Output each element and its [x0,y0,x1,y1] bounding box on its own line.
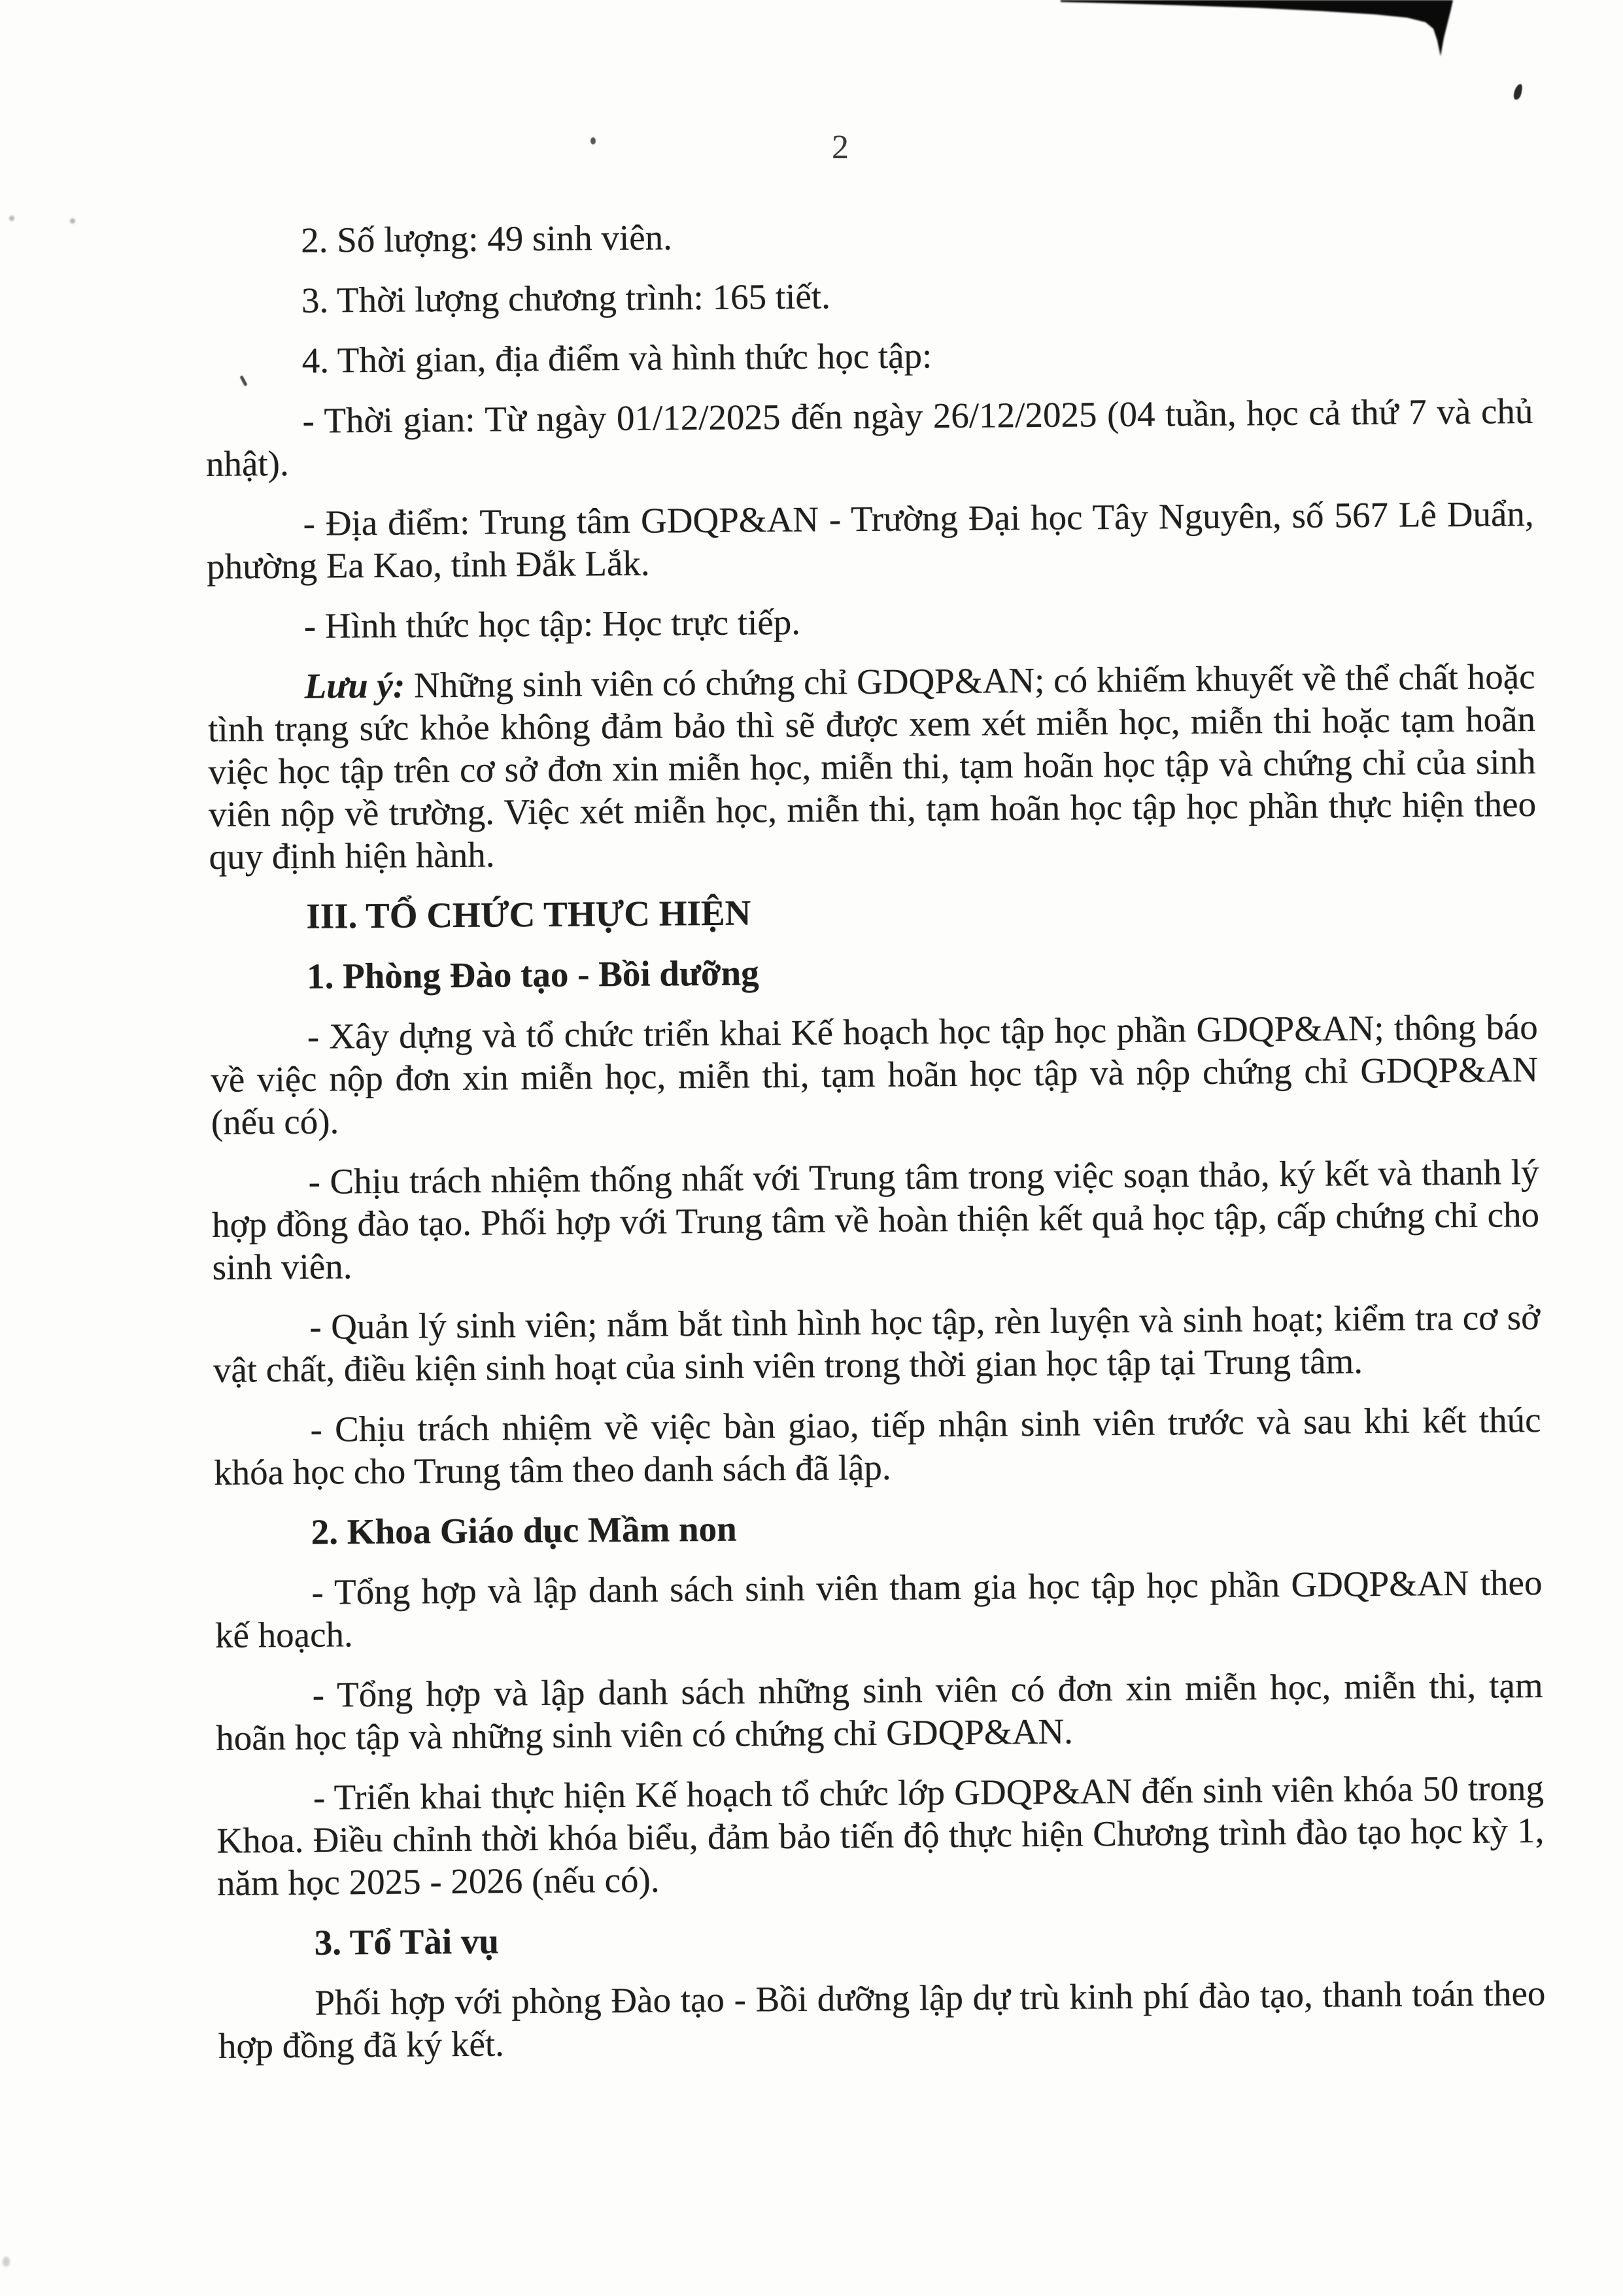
item-chiu-trach-nhiem-ban-giao: - Chịu trách nhiệm về việc bàn giao, tiếp nhận sinh viên trước và sau khi kết thúc khóa học cho Trung tâm theo danh sách đã lập. [213,1400,1541,1493]
item-tong-hop-danh-sach: - Tổng hợp và lập danh sách sinh viên tham gia học tập học phần GDQP&AN theo kế hoạch. [214,1562,1543,1655]
heading-to-tai-vu: 3. Tổ Tài vụ [314,1921,500,1963]
item-phoi-hop: Phối hợp với phòng Đào tạo - Bồi dưỡng lập dự trù kinh phí đào tạo, thanh toán theo hợp đồng đã ký kết. [218,1972,1546,2066]
item-quan-ly-sinh-vien: - Quản lý sinh viên; nắm bắt tình hình học tập, rèn luyện và sinh hoạt; kiểm tra cơ sở vật chất, điều kiện sinh hoạt của sinh viên trong thời gian học tập tại Trung tâm. [213,1297,1541,1390]
note-luu-y-text: Những sinh viên có chứng chỉ GDQP&AN; có khiếm khuyết về thể chất hoặc tình trạng sức khỏe không đảm bảo thì sẽ được xem xét miễn học, miễn thi hoặc tạm hoãn việc học tập trên cơ sở đơn xin miễn học, miễn thi, tạm hoãn học tập và chứng chỉ của sinh viên nộp về trường. Việc xét miễn học, miễn thi, tạm hoãn học tập học phần thực hiện theo quy định hiện hành. [207,656,1537,877]
note-luu-y-label: Lưu ý: [304,665,405,706]
ink-speck [70,218,75,224]
heading-khoa-giao-duc-mam-non: 2. Khoa Giáo dục Mầm non [311,1508,737,1552]
ink-speck [590,137,596,144]
scanner-streak-shape [1061,0,1453,62]
item-dia-diem: - Địa điểm: Trung tâm GDQP&AN - Trường Đại học Tây Nguyên, số 567 Lê Duẩn, phường Ea Kao, tỉnh Đắk Lắk. [206,494,1534,586]
item-thoi-luong: 3. Thời lượng chương trình: 165 tiết. [301,276,831,320]
scanner-streak-artifact [1061,0,1453,62]
item-chiu-trach-nhiem-thong-nhat: - Chịu trách nhiệm thống nhất với Trung tâm trong việc soạn thảo, ký kết và thanh lý hợp đồng đào tạo. Phối hợp với Trung tâm về hoàn thiện kết quả học tập, cấp chứng chỉ cho sinh viên. [211,1152,1540,1287]
heading-to-chuc-thuc-hien: III. TỔ CHỨC THỰC HIỆN [306,892,751,936]
heading-phong-dao-tao: 1. Phòng Đào tạo - Bồi dưỡng [306,953,759,996]
page-number: 2 [832,129,849,166]
document-body [204,209,1546,2085]
item-tong-hop-mien-hoc: - Tổng hợp và lập danh sách những sinh viên có đơn xin miễn học, miễn thi, tạm hoãn học tập và những sinh viên có chứng chỉ GDQP&AN. [216,1664,1543,1758]
ink-speck [3,2257,10,2267]
ink-speck [9,216,14,221]
item-thoi-gian-dia-diem: 4. Thời gian, địa điểm và hình thức học tập: [301,335,932,380]
note-luu-y [207,655,1536,878]
item-trien-khai: - Triển khai thực hiện Kế hoạch tổ chức lớp GDQP&AN đến sinh viên khóa 50 trong Khoa. Điều chỉnh thời khóa biểu, đảm bảo tiến độ thực hiện Chương trình đào tạo học kỳ 1, năm học 2025 - 2026 (nếu có). [216,1767,1545,1903]
item-xay-dung: - Xây dựng và tổ chức triển khai Kế hoạch học tập học phần GDQP&AN; thông báo về việc nộp đơn xin miễn học, miễn thi, tạm hoãn học tập và nộp chứng chỉ GDQP&AN (nếu có). [211,1007,1539,1142]
item-so-luong: 2. Số lượng: 49 sinh viên. [301,217,673,260]
item-hinh-thuc: - Hình thức học tập: Học trực tiếp. [303,601,801,646]
ink-speck [1512,83,1524,101]
item-thoi-gian: - Thời gian: Từ ngày 01/12/2025 đến ngày 26/12/2025 (04 tuần, học cả thứ 7 và chủ nhật). [205,391,1533,484]
